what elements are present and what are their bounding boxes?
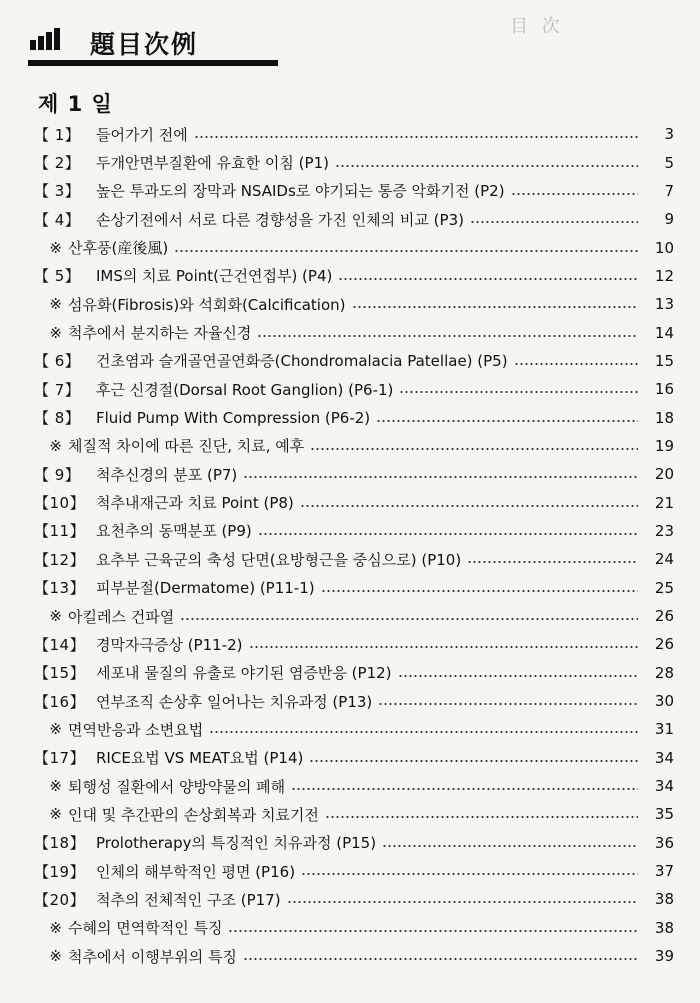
entry-title: 척추신경의 분포 (P7) xyxy=(96,465,238,484)
page-number: 34 xyxy=(654,777,674,796)
entry-title: 아킬레스 건파열 xyxy=(68,607,175,626)
entry-title: 퇴행성 질환에서 양방약물의 폐해 xyxy=(68,777,286,796)
toc-entry[interactable] xyxy=(34,630,674,658)
toc-entry[interactable] xyxy=(34,829,674,857)
entry-number: 【19】 xyxy=(34,862,86,881)
dot-leader xyxy=(243,958,638,960)
entry-title: 두개안면부질환에 유효한 이침 (P1) xyxy=(96,154,329,173)
toc-entry[interactable] xyxy=(34,148,674,176)
page-number: 31 xyxy=(654,720,674,739)
reference-mark: ※ xyxy=(49,805,62,824)
dot-leader xyxy=(338,278,638,280)
dot-leader xyxy=(352,306,638,308)
entry-title: 산후풍(産後風) xyxy=(68,239,169,258)
toc-entry[interactable] xyxy=(34,177,674,205)
page-number: 19 xyxy=(654,436,674,455)
bar-chart-icon xyxy=(30,28,66,50)
entry-title: 척추의 전체적인 구조 (P17) xyxy=(96,890,281,909)
toc-entry[interactable] xyxy=(34,885,674,913)
dot-leader xyxy=(249,646,638,648)
page-number: 35 xyxy=(654,805,674,824)
page-number: 16 xyxy=(654,380,674,399)
page-number: 30 xyxy=(654,692,674,711)
page-number: 3 xyxy=(664,125,674,144)
entry-title: 요추부 근육군의 축성 단면(요방형근을 중심으로) (P10) xyxy=(96,550,462,569)
dot-leader xyxy=(335,165,638,167)
dot-leader xyxy=(228,930,638,932)
reference-mark: ※ xyxy=(49,777,62,796)
toc-entry[interactable] xyxy=(34,857,674,885)
reference-mark: ※ xyxy=(49,947,62,966)
entry-title: 건초염과 슬개골연골연화증(Chondromalacia Patellae) (P5) xyxy=(96,352,508,371)
toc-entry[interactable] xyxy=(34,744,674,772)
reference-mark: ※ xyxy=(49,436,62,455)
entry-number: 【 9】 xyxy=(34,465,81,484)
entry-title: 경막자극증상 (P11-2) xyxy=(96,635,243,654)
page-number: 14 xyxy=(654,323,674,342)
page-number: 7 xyxy=(664,181,674,200)
entry-number: 【15】 xyxy=(34,664,86,683)
page-number: 38 xyxy=(654,918,674,937)
dot-leader xyxy=(243,476,638,478)
entry-title: 들어가기 전에 xyxy=(96,125,188,144)
dot-leader xyxy=(511,193,638,195)
page-number: 9 xyxy=(664,210,674,229)
entry-title: 수혜의 면역학적인 특징 xyxy=(68,919,223,938)
page-number: 34 xyxy=(654,748,674,767)
bleed-through-text: 目 次 xyxy=(510,16,564,37)
toc-entry[interactable] xyxy=(34,488,674,516)
entry-title: 후근 신경절(Dorsal Root Ganglion) (P6-1) xyxy=(96,380,394,399)
page-number: 24 xyxy=(654,550,674,569)
reference-mark: ※ xyxy=(49,918,62,937)
dot-leader xyxy=(258,533,638,535)
dot-leader xyxy=(300,505,638,507)
entry-title: 세포내 물질의 유출로 야기된 염증반응 (P12) xyxy=(96,664,392,683)
dot-leader xyxy=(301,873,638,875)
toc-subentry[interactable] xyxy=(34,800,674,828)
dot-leader xyxy=(257,335,638,337)
entry-title: 면역반응과 소변요법 xyxy=(68,720,204,739)
page-number: 39 xyxy=(654,947,674,966)
entry-number: 【 7】 xyxy=(34,380,81,399)
section-title: 題目次例 xyxy=(90,30,199,59)
header-underline xyxy=(28,60,278,66)
page-number: 26 xyxy=(654,635,674,654)
page-number: 10 xyxy=(654,238,674,257)
toc-subentry[interactable] xyxy=(34,602,674,630)
page-number: 25 xyxy=(654,578,674,597)
entry-number: 【 1】 xyxy=(34,125,81,144)
dot-leader xyxy=(467,561,638,563)
dot-leader xyxy=(378,703,638,705)
dot-leader xyxy=(310,448,638,450)
toc-entry[interactable] xyxy=(34,517,674,545)
dot-leader xyxy=(514,363,638,365)
dot-leader xyxy=(470,221,638,223)
entry-title: 섬유화(Fibrosis)와 석회화(Calcification) xyxy=(68,295,346,314)
page-number: 20 xyxy=(654,465,674,484)
toc-subentry[interactable] xyxy=(34,233,674,261)
dot-leader xyxy=(180,618,638,620)
entry-title: 요천추의 동맥분포 (P9) xyxy=(96,522,252,541)
page-header xyxy=(28,20,688,70)
page-number: 28 xyxy=(654,663,674,682)
entry-number: 【17】 xyxy=(34,749,86,768)
entry-number: 【 3】 xyxy=(34,182,81,201)
toc-entry[interactable] xyxy=(34,205,674,233)
entry-number: 【16】 xyxy=(34,692,86,711)
toc-entry[interactable] xyxy=(34,460,674,488)
entry-title: 손상기전에서 서로 다른 경향성을 가진 인체의 비교 (P3) xyxy=(96,210,464,229)
dot-leader xyxy=(291,788,638,790)
page-number: 5 xyxy=(664,153,674,172)
day-heading: 제 1 일 xyxy=(38,92,113,116)
reference-mark: ※ xyxy=(49,323,62,342)
page-number: 12 xyxy=(654,266,674,285)
dot-leader xyxy=(209,731,638,733)
toc-entry[interactable] xyxy=(34,262,674,290)
entry-number: 【 4】 xyxy=(34,210,81,229)
toc-entry[interactable] xyxy=(34,545,674,573)
page-number: 18 xyxy=(654,408,674,427)
toc-subentry[interactable] xyxy=(34,290,674,318)
dot-leader xyxy=(194,136,638,138)
entry-title: 피부분절(Dermatome) (P11-1) xyxy=(96,579,315,598)
dot-leader xyxy=(309,760,638,762)
toc-subentry[interactable] xyxy=(34,772,674,800)
page-number: 21 xyxy=(654,493,674,512)
toc-entry[interactable] xyxy=(34,687,674,715)
dot-leader xyxy=(399,391,638,393)
page-number: 13 xyxy=(654,295,674,314)
toc-entry[interactable] xyxy=(34,403,674,431)
entry-number: 【13】 xyxy=(34,579,86,598)
entry-title: 인대 및 추간판의 손상회복과 치료기전 xyxy=(68,805,319,824)
entry-number: 【11】 xyxy=(34,522,86,541)
page-number: 37 xyxy=(654,862,674,881)
reference-mark: ※ xyxy=(49,295,62,314)
dot-leader xyxy=(325,816,638,818)
entry-title: 높은 투과도의 장막과 NSAIDs로 야기되는 통증 악화기전 (P2) xyxy=(96,182,505,201)
entry-number: 【 8】 xyxy=(34,409,81,428)
dot-leader xyxy=(376,420,638,422)
toc-subentry[interactable] xyxy=(34,432,674,460)
page-number: 38 xyxy=(654,890,674,909)
dot-leader xyxy=(174,250,638,252)
page-number: 15 xyxy=(654,351,674,370)
entry-title: Fluid Pump With Compression (P6-2) xyxy=(96,408,371,427)
reference-mark: ※ xyxy=(49,238,62,257)
entry-title: Prolotherapy의 특징적인 치유과정 (P15) xyxy=(96,834,377,853)
entry-title: 연부조직 손상후 일어나는 치유과정 (P13) xyxy=(96,692,373,711)
toc-entry[interactable] xyxy=(34,574,674,602)
toc-entry[interactable] xyxy=(34,659,674,687)
entry-number: 【18】 xyxy=(34,834,86,853)
page-number: 36 xyxy=(654,833,674,852)
entry-number: 【 5】 xyxy=(34,267,81,286)
toc-entry[interactable] xyxy=(34,347,674,375)
entry-number: 【10】 xyxy=(34,494,86,513)
entry-number: 【14】 xyxy=(34,635,86,654)
table-of-contents xyxy=(34,120,674,970)
toc-subentry[interactable] xyxy=(34,942,674,970)
entry-title: 인체의 해부학적인 평면 (P16) xyxy=(96,862,296,881)
toc-subentry[interactable] xyxy=(34,318,674,346)
toc-subentry[interactable] xyxy=(34,914,674,942)
entry-title: 척추에서 분지하는 자율신경 xyxy=(68,324,252,343)
entry-title: 척추에서 이행부위의 특징 xyxy=(68,947,237,966)
reference-mark: ※ xyxy=(49,607,62,626)
entry-number: 【 2】 xyxy=(34,154,81,173)
dot-leader xyxy=(398,675,638,677)
page-number: 26 xyxy=(654,607,674,626)
dot-leader xyxy=(382,845,638,847)
entry-number: 【12】 xyxy=(34,550,86,569)
entry-number: 【20】 xyxy=(34,890,86,909)
toc-entry[interactable] xyxy=(34,120,674,148)
entry-title: IMS의 치료 Point(근건연접부) (P4) xyxy=(96,267,333,286)
dot-leader xyxy=(321,590,638,592)
entry-title: 체질적 차이에 따른 진단, 치료, 예후 xyxy=(68,437,305,456)
toc-entry[interactable] xyxy=(34,375,674,403)
entry-number: 【 6】 xyxy=(34,352,81,371)
page-number: 23 xyxy=(654,521,674,540)
dot-leader xyxy=(287,901,638,903)
entry-title: 척추내재근과 치료 Point (P8) xyxy=(96,494,294,513)
toc-subentry[interactable] xyxy=(34,715,674,743)
reference-mark: ※ xyxy=(49,720,62,739)
entry-title: RICE요법 VS MEAT요법 (P14) xyxy=(96,749,304,768)
